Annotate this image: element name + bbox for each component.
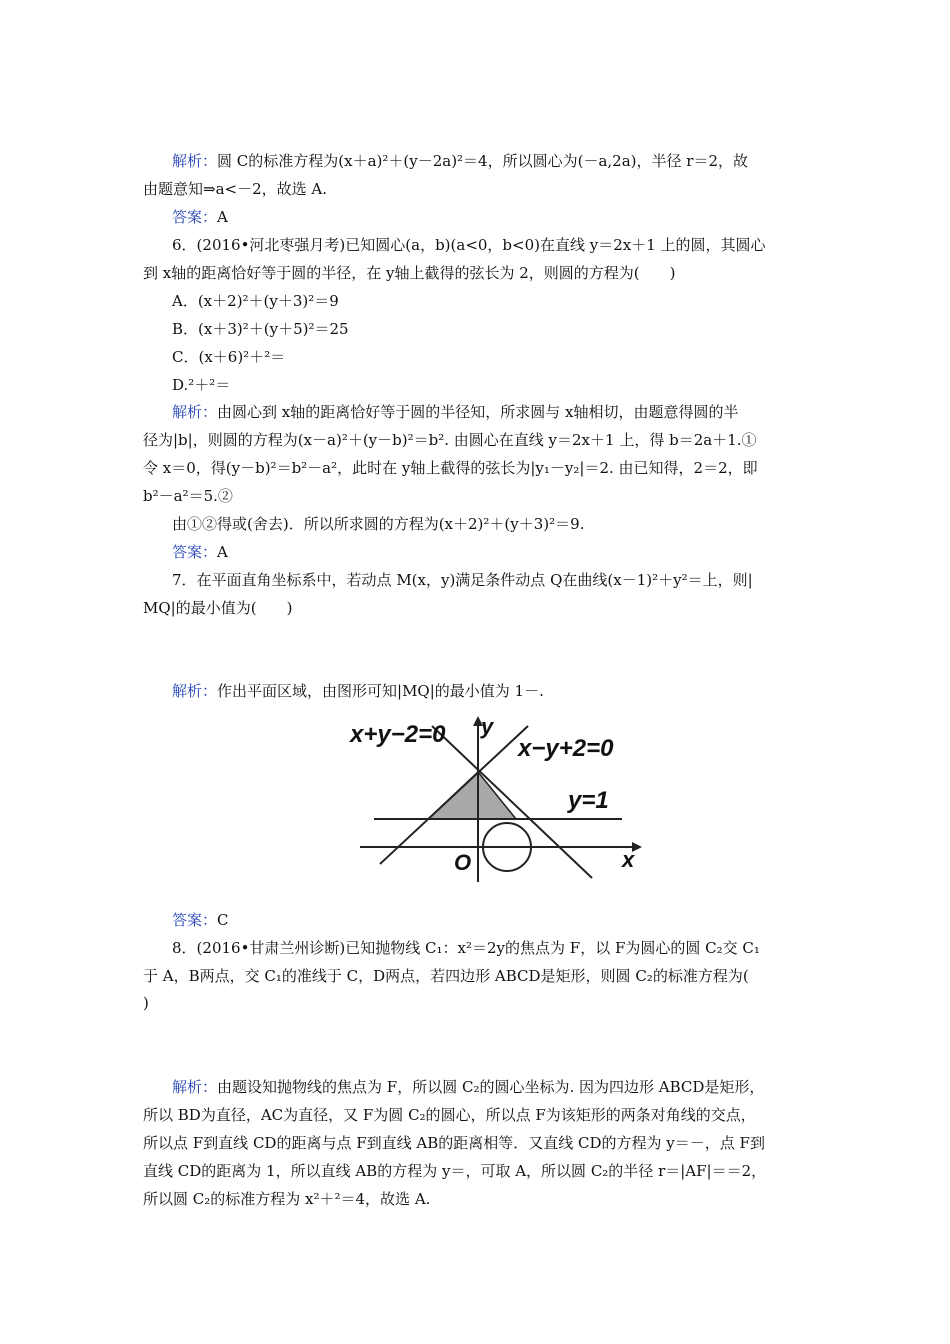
label-line-2: x−y+2=0 xyxy=(518,735,614,762)
region-diagram xyxy=(350,712,650,882)
question-8-line2: 于 A，B两点，交 C₁的准线于 C，D两点，若四边形 ABCD是矩形，则圆 C₂的标准方程为( xyxy=(143,967,749,985)
answer-q5: 答案：A xyxy=(172,208,228,226)
option-c-q6: C．(x＋6)²＋²＝ xyxy=(172,348,286,366)
option-b-q6: B．(x＋3)²＋(y＋5)²＝25 xyxy=(172,320,349,338)
analysis-q6: 解析：由圆心到 x轴的距离恰好等于圆的半径知，所求圆与 x轴相切，由题意得圆的半 xyxy=(172,403,739,421)
analysis-q6-line3: 令 x＝0，得(y－b)²＝b²－a²，此时在 y轴上截得的弦长为|y₁－y₂|＝2. 由已知得，2＝2，即 xyxy=(143,459,758,477)
analysis-q5-cont: 由题意知⇒a<－2，故选 A. xyxy=(143,180,327,198)
analysis-q7: 解析：作出平面区域，由图形可知|MQ|的最小值为 1－. xyxy=(172,682,544,700)
analysis-q8-line5: 所以圆 C₂的标准方程为 x²＋²＝4，故选 A. xyxy=(143,1190,431,1208)
question-8-line3: ) xyxy=(143,994,149,1012)
analysis-q8-line4: 直线 CD的距离为 1，所以直线 AB的方程为 y＝，可取 A，所以圆 C₂的半径 r＝|AF|＝＝2， xyxy=(143,1162,767,1180)
question-8: 8．(2016•甘肃兰州诊断)已知抛物线 C₁：x²＝2y的焦点为 F，以 F为圆心的圆 C₂交 C₁ xyxy=(172,939,760,957)
answer-q6: 答案：A xyxy=(172,543,228,561)
question-6: 6．(2016•河北枣强月考)已知圆心(a，b)(a<0，b<0)在直线 y＝2x＋1 上的圆，其圆心 xyxy=(172,236,766,254)
analysis-q5: 解析：圆 C的标准方程为(x＋a)²＋(y－2a)²＝4，所以圆心为(－a,2a)，半径 r＝2，故 xyxy=(172,152,748,170)
label-axis-y: y xyxy=(481,714,494,739)
label-axis-x: x xyxy=(622,847,635,872)
analysis-q8-line2: 所以 BD为直径，AC为直径，又 F为圆 C₂的圆心，所以点 F为该矩形的两条对角线的交点， xyxy=(143,1106,756,1124)
question-7: 7．在平面直角坐标系中，若动点 M(x，y)满足条件动点 Q在曲线(x－1)²＋y²＝上，则| xyxy=(172,571,753,589)
question-6-cont: 到 x轴的距离恰好等于圆的半径，在 y轴上截得的弦长为 2，则圆的方程为( ) xyxy=(143,264,676,282)
question-7-cont: MQ|的最小值为( ) xyxy=(143,599,293,617)
label-line-1: x+y−2=0 xyxy=(350,721,446,748)
analysis-q6-line5: 由①②得或(舍去)．所以所求圆的方程为(x＋2)²＋(y＋3)²＝9. xyxy=(172,515,585,533)
analysis-q6-line4: b²－a²＝5.② xyxy=(143,487,233,505)
option-d-q6: D.²＋²＝ xyxy=(172,376,231,394)
answer-q7: 答案：C xyxy=(172,911,229,929)
label-y-equals-1: y=1 xyxy=(568,787,609,814)
analysis-q8-line3: 所以点 F到直线 CD的距离与点 F到直线 AB的距离相等．又直线 CD的方程为 y＝－，点 F到 xyxy=(143,1134,765,1152)
analysis-q6-line2: 径为|b|，则圆的方程为(x－a)²＋(y－b)²＝b². 由圆心在直线 y＝2x＋1 上，得 b＝2a＋1.① xyxy=(143,431,757,449)
analysis-q8: 解析：由题设知抛物线的焦点为 F，所以圆 C₂的圆心坐标为. 因为四边形 ABCD是矩形， xyxy=(172,1078,765,1096)
label-origin: O xyxy=(454,850,472,875)
option-a-q6: A．(x＋2)²＋(y＋3)²＝9 xyxy=(172,292,339,310)
